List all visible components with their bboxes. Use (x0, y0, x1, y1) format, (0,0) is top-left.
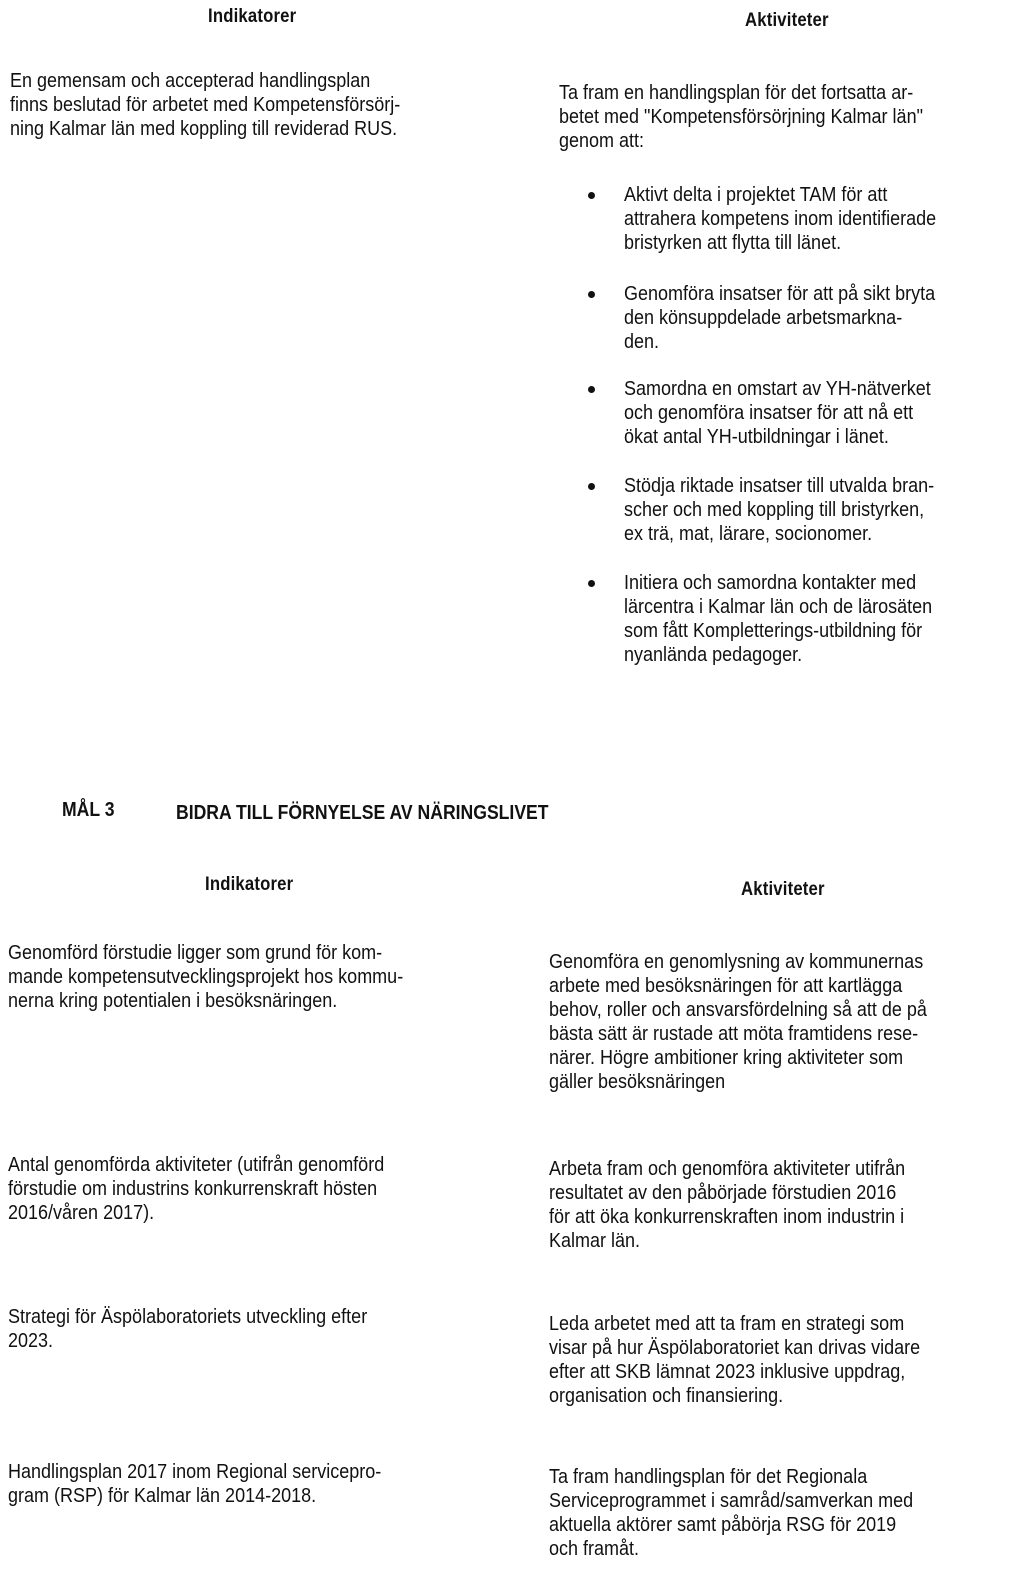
activities-heading: Aktiviteter (745, 10, 829, 31)
bullet-text: Initiera och samordna kontakter med lärcentra i Kalmar län och de lärosäten som fått Kompletterings-utbildning för nyanlända pedagoger. (624, 572, 933, 666)
activities-heading: Aktiviteter (741, 879, 825, 900)
bullet-icon (588, 483, 595, 490)
activity-paragraph: Ta fram handlingsplan för det Regionala Serviceprogrammet i samråd/samverkan med aktuella aktörer samt påbörja RSG för 2019 och framåt. (549, 1466, 914, 1560)
bullet-icon (588, 192, 595, 199)
activity-paragraph: Leda arbetet med att ta fram en strategi som visar på hur Äspölaboratoriet kan drivas vidare efter att SKB lämnat 2023 inklusive uppdrag, organisation och finansiering. (549, 1313, 921, 1407)
bullet-icon (588, 580, 595, 587)
indicator-paragraph: En gemensam och accepterad handlingsplan finns beslutad för arbetet med Kompetensförsörj- ning Kalmar län med koppling till reviderad RUS. (10, 70, 401, 140)
bullet-text: Samordna en omstart av YH-nätverket och genomföra insatser för att nå ett ökat antal YH-utbildningar i länet. (624, 378, 931, 448)
goal-label: MÅL 3 (62, 799, 115, 821)
bullet-text: Aktivt delta i projektet TAM för att attrahera kompetens inom identifierade bristyrken att flytta till länet. (624, 184, 937, 254)
indicator-paragraph: Handlingsplan 2017 inom Regional servicepro- gram (RSP) för Kalmar län 2014-2018. (8, 1461, 382, 1507)
bullet-text: Stödja riktade insatser till utvalda bran- scher och med koppling till bristyrken, ex trä, mat, lärare, socionomer. (624, 475, 935, 545)
indicators-heading: Indikatorer (205, 874, 294, 895)
bullet-icon (588, 291, 595, 298)
activity-bullet-list (588, 0, 1024, 720)
activity-paragraph: Genomföra en genomlysning av kommunernas arbete med besöksnäringen för att kartlägga behov, roller och ansvarsfördelning så att de på bästa sätt är rustade att möta framtidens rese- närer. Högre ambitioner kring aktiviteter som gäller besöksnäringen (549, 951, 927, 1093)
bullet-text: Genomföra insatser för att på sikt bryta den könsuppdelade arbetsmarkna- den. (624, 283, 936, 353)
activity-intro-paragraph: Ta fram en handlingsplan för det fortsatta ar- betet med "Kompetensförsörjning Kalmar län" genom att: (559, 82, 923, 152)
activity-paragraph: Arbeta fram och genomföra aktiviteter utifrån resultatet av den påbörjade förstudien 2016 för att öka konkurrenskraften inom industrin i Kalmar län. (549, 1158, 906, 1252)
bullet-icon (588, 386, 595, 393)
indicator-paragraph: Antal genomförda aktiviteter (utifrån genomförd förstudie om industrins konkurrenskraft hösten 2016/våren 2017). (8, 1154, 385, 1224)
indicator-paragraph: Genomförd förstudie ligger som grund för kom- mande kompetensutvecklingsprojekt hos kommu- nerna kring potentialen i besöksnäringen. (8, 942, 404, 1012)
goal-title: BIDRA TILL FÖRNYELSE AV NÄRINGSLIVET (176, 802, 549, 824)
indicator-paragraph: Strategi för Äspölaboratoriets utveckling efter 2023. (8, 1306, 368, 1352)
indicators-heading: Indikatorer (208, 6, 297, 27)
